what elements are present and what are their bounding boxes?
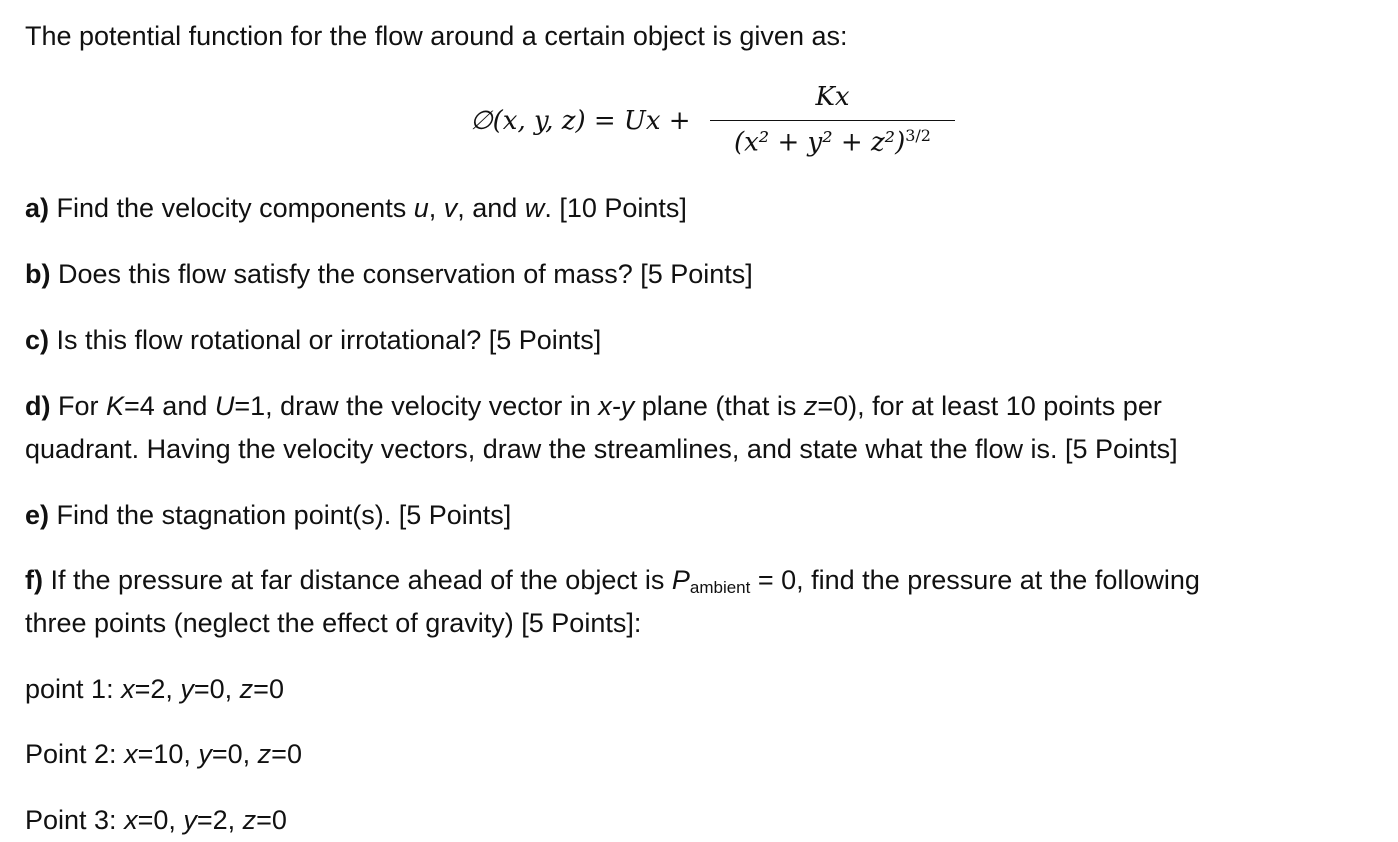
point-2: Point 2: x=10, y=0, z=0 xyxy=(25,739,302,769)
equation-lhs: ∅(x, y, z) = Ux + xyxy=(470,106,691,136)
point-3: Point 3: x=0, y=2, z=0 xyxy=(25,805,287,835)
part-d-line-2: quadrant. Having the velocity vectors, draw the streamlines, and state what the flow is. [5 Points] xyxy=(25,434,1178,464)
part-a: a) Find the velocity components u, v, and w. [10 Points] xyxy=(25,193,687,223)
part-e: e) Find the stagnation point(s). [5 Points] xyxy=(25,500,512,530)
part-f-line-1: f) If the pressure at far distance ahead of the object is Pambient = 0, find the pressure at the following xyxy=(25,565,1200,597)
point-1: point 1: x=2, y=0, z=0 xyxy=(25,674,284,704)
part-f-line-2: three points (neglect the effect of gravity) [5 Points]: xyxy=(25,608,642,638)
equation-denominator: $(x^2 + y^2 + z^2)^{3/2}$ xyxy=(734,126,931,158)
equation-numerator: Kx xyxy=(815,82,850,112)
intro-text: The potential function for the flow around a certain object is given as: xyxy=(25,21,848,51)
part-b: b) Does this flow satisfy the conservation of mass? [5 Points] xyxy=(25,259,753,289)
part-d-line-1: d) For K=4 and U=1, draw the velocity vector in x-y plane (that is z=0), for at least 10 points per xyxy=(25,391,1162,421)
potential-equation xyxy=(0,78,1398,168)
part-c: c) Is this flow rotational or irrotational? [5 Points] xyxy=(25,325,602,355)
fraction-bar xyxy=(710,120,955,121)
